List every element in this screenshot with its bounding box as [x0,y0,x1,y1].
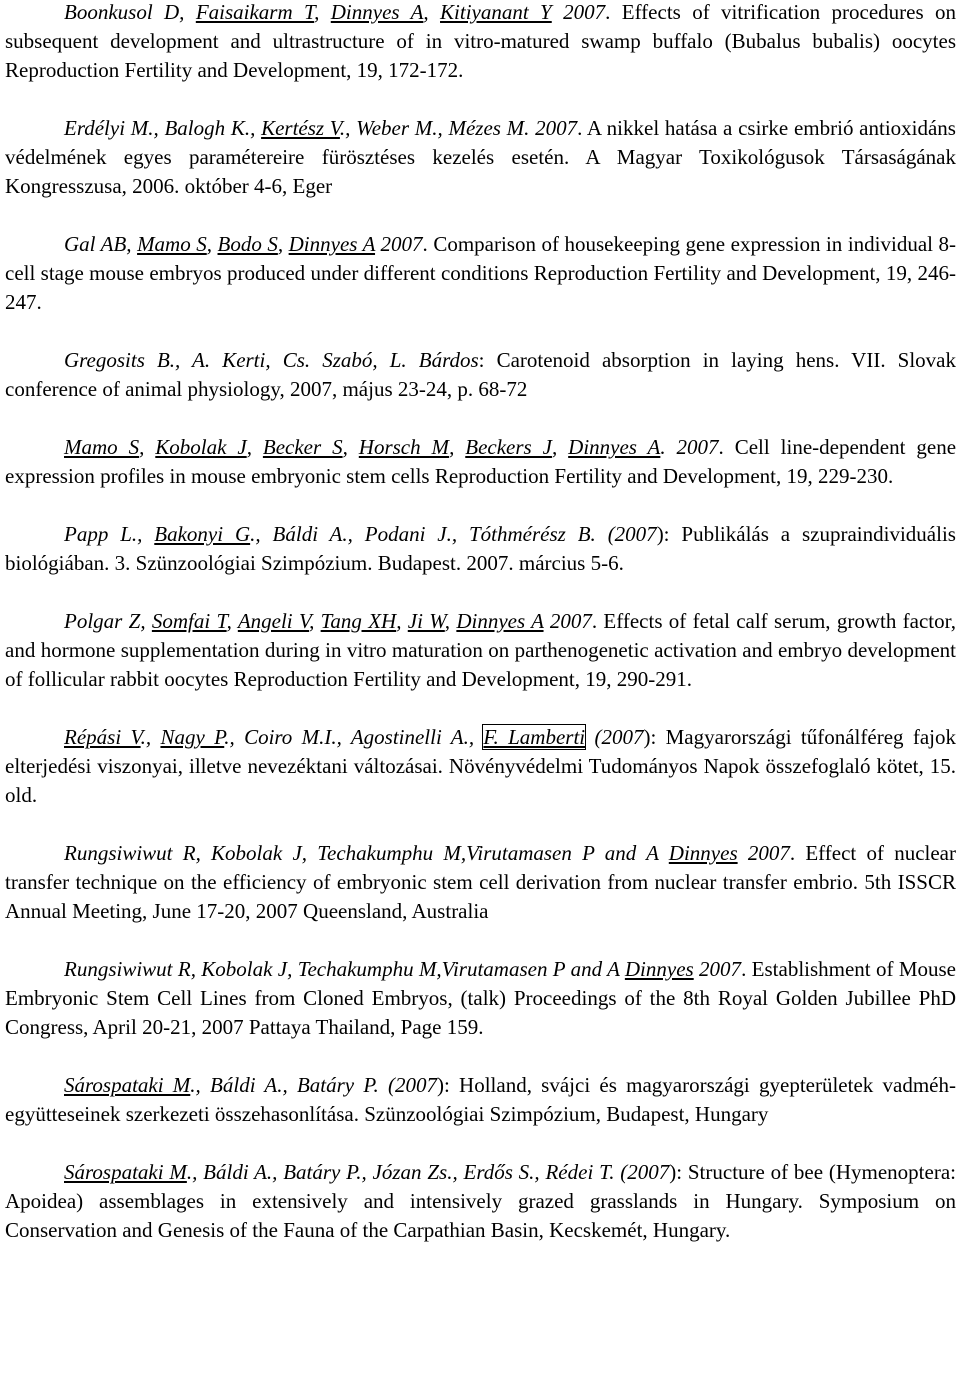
author-text: ., Báldi A., Podani J., Tóthmérész B. (2007 [250,522,657,546]
reference-list [5,0,956,1274]
author-text: , [444,609,457,633]
author-text: ., Weber M., Mézes M. 2007 [339,116,578,140]
author-link[interactable]: Mamo S [137,232,207,256]
author-link[interactable]: Angeli V [237,609,310,633]
author-link[interactable]: Ji W [407,609,445,633]
author-text: , [396,609,408,633]
reference-entry [5,1071,956,1129]
reference-entry [5,607,956,694]
author-text: Erdélyi M., Balogh K., [64,116,262,140]
reference-entry [5,114,956,201]
author-text: , [246,435,263,459]
author-link[interactable]: Dinnyes [624,957,694,981]
citation-text: . Effect of nuclear transfer technique on the efficiency of embryonic stem cell derivation from nuclear transfer embrio. 5th ISSCR Annual Meeting, June 17-20, 2007 Queensland, Australia [5,841,956,923]
author-link[interactable]: Dinnyes A [288,232,376,256]
author-link[interactable]: Kertész V [261,116,340,140]
citation-text: . Effects of vitrification procedures on subsequent development and ultrastructure of in vitro-matured swamp buffalo (Bubalus bubalis) oocytes Reproduction Fertility and Development, 19, 172-172. [5,0,957,82]
author-link[interactable]: Kitiyanant Y [440,0,552,24]
author-text: 2007 [543,609,592,633]
citation-text: . Comparison of housekeeping gene expression in individual 8-cell stage mouse embryos produced under different conditions Reproduction Fertility and Development, 19, 246-247. [5,232,956,314]
author-link[interactable]: Dinnyes A [568,435,661,459]
citation-text: ): Structure of bee (Hymenoptera: Apoidea) assemblages in extensively and intensively grazed grasslands in Hungary. Symposium on Conservation and Genesis of the Fauna of the Carpathian Basin, Kecskemét, Hungary. [5,1160,956,1242]
author-text: , [309,609,321,633]
reference-entry [5,1158,956,1245]
citation-text: ): Magyarországi tűfonálféreg fajok elterjedési viszonyai, illetve nevezéktani változásai. Növényvédelmi Tudományos Napok összefoglaló kötet, 15. old. [5,725,956,807]
reference-entry [5,346,956,404]
author-text: , [449,435,466,459]
reference-entry [5,0,956,85]
reference-entry [5,839,956,926]
author-link[interactable]: Dinnyes A [456,609,544,633]
author-link[interactable]: Somfai T [151,609,227,633]
author-text: 2007 [693,957,742,981]
author-link[interactable]: Bodo S [217,232,278,256]
citation-text: . Effects of fetal calf serum, growth factor, and hormone supplementation during in vitro maturation on parthenogenetic activation and embryo development of follicular rabbit oocytes Reproduction Fertility and Development, 19, 290-291. [5,609,957,691]
reference-entry [5,433,956,491]
citation-text: ): Publikálás a szupraindividuális biológiában. 3. Szünzoológiai Szimpózium. Budapest. 2007. március 5-6. [5,522,956,575]
author-text: Rungsiwiwut R, Kobolak J, Techakumphu M,Virutamasen P and A [64,957,625,981]
author-text: Rungsiwiwut R, Kobolak J, Techakumphu M,Virutamasen P and A [64,841,669,865]
author-text: Gal AB, [64,232,138,256]
author-text: ., Báldi A., Batáry P. (2007 [190,1073,437,1097]
reference-entry [5,955,956,1042]
author-text: 2007 [375,232,423,256]
author-text: , [342,435,359,459]
author-text: Polgar Z, [64,609,152,633]
author-text: ., Coiro M.I., Agostinelli A., [224,725,484,749]
citation-text: : Carotenoid absorption in laying hens. VII. Slovak conference of animal physiology, 2007, május 23-24, p. 68-72 [5,348,956,401]
author-link[interactable]: Répási V [64,725,141,749]
author-link[interactable]: Beckers J [465,435,552,459]
reference-entry [5,723,956,810]
author-link[interactable]: Tang XH [320,609,397,633]
author-link[interactable]: Sárospataki M [64,1160,187,1184]
author-text: , [314,0,331,24]
author-text: Gregosits B., A. Kerti, Cs. Szabó, L. Bárdos [64,348,479,372]
author-text: 2007 [551,0,606,24]
author-link[interactable]: Horsch M [358,435,450,459]
author-text: , [139,435,156,459]
author-link[interactable]: Mamo S [64,435,140,459]
citation-text: . A nikkel hatása a csirke embrió antioxidáns védelmének egyes paramétereire fürösztéses kezelés esetén. A Magyar Toxikológusok Társaságának Kongresszusa, 2006. október 4-6, Eger [5,116,956,198]
author-text: , [226,609,238,633]
author-text: (2007 [585,725,644,749]
author-link[interactable]: Faisaikarm T [195,0,315,24]
author-text: , [277,232,289,256]
author-text: 2007 [737,841,790,865]
author-text: , [551,435,569,459]
author-link[interactable]: Nagy P [160,725,225,749]
author-text: , [423,0,441,24]
author-link[interactable]: Dinnyes [668,841,738,865]
citation-text: ): Holland, svájci és magyarországi gyepterületek vadméh-együtteseinek szerkezeti összehasonlítása. Szünzoológiai Szimpózium, Budapest, Hungary [5,1073,956,1126]
author-text: . 2007 [660,435,719,459]
author-link[interactable]: F. Lamberti [483,725,586,749]
author-link[interactable]: Becker S [262,435,343,459]
author-text: ., [140,725,161,749]
author-link[interactable]: Kobolak J [155,435,247,459]
reference-entry [5,230,956,317]
author-text: Papp L., [64,522,155,546]
citation-text: . Establishment of Mouse Embryonic Stem Cell Lines from Cloned Embryos, (talk) Proceedings of the 8th Royal Golden Jubillee PhD Congress, April 20-21, 2007 Pattaya Thailand, Page 159. [5,957,956,1039]
citation-text: . Cell line-dependent gene expression profiles in mouse embryonic stem cells Reproduction Fertility and Development, 19, 229-230. [5,435,957,488]
reference-entry [5,520,956,578]
author-text: , [206,232,218,256]
author-text: ., Báldi A., Batáry P., Józan Zs., Erdős S., Rédei T. (2007 [186,1160,670,1184]
author-link[interactable]: Dinnyes A [330,0,424,24]
author-text: Boonkusol D, [64,0,196,24]
author-link[interactable]: Sárospataki M [64,1073,191,1097]
author-link[interactable]: Bakonyi G [154,522,251,546]
